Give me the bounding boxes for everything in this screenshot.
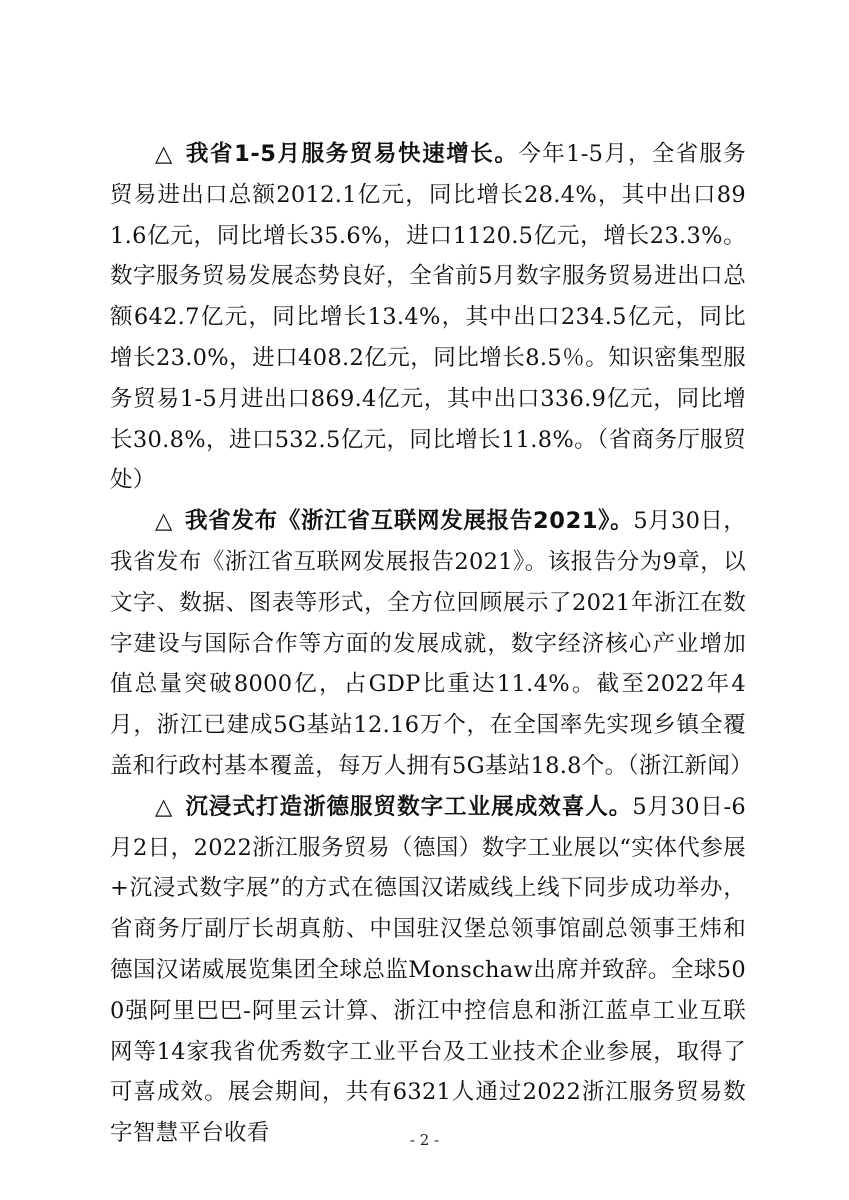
news-headline xyxy=(155,141,519,167)
news-headline xyxy=(155,508,633,534)
headline-text: 我省发布《浙江省互联网发展报告2021》。 xyxy=(185,508,634,535)
triangle-marker-icon: △ xyxy=(155,793,174,820)
headline-text: 我省1-5月服务贸易快速增长。 xyxy=(185,141,519,167)
page-number: - 2 - xyxy=(409,1131,440,1149)
news-body-text: 今年1-5月，全省服务贸易进出口总额2012.1亿元，同比增长28.4%，其中出口891.6亿元，同比增长35.6%，进口1120.5亿元，增长23.3%。数字服务贸易发展态势良好，全省前5月数字服务贸易进出口总额642.7亿元，同比增长13.4%，其中出口234.5亿元，同比增长23.0%，进口408.2亿元，同比增长8.5％。知识密集型服务贸易1-5月进出口869.4亿元，其中出口336.9亿元，同比增长30.8%，进口532.5亿元，同比增长11.8%。（省商务厅服贸处） xyxy=(110,141,746,494)
news-body-text: 5月30日，我省发布《浙江省互联网发展报告2021》。该报告分为9章，以文字、数据、图表等形式，全方位回顾展示了2021年浙江在数字建设与国际合作等方面的发展成就，数字经济核心产业增加值总量突破8000亿，占GDP比重达11.4%。截至2022年4月，浙江已建成5G基站12.16万个，在全国率先实现乡镇全覆盖和行政村基本覆盖，每万人拥有5G基站18.8个。（浙江新闻） xyxy=(110,508,753,779)
news-item-service-trade xyxy=(110,134,746,501)
news-item-internet-report xyxy=(110,501,753,787)
news-body-text: 5月30日-6月2日，2022浙江服务贸易（德国）数字工业展以“实体代参展+沉浸式数字展”的方式在德国汉诺威线上线下同步成功举办，省商务厅副厅长胡真舫、中国驻汉堡总领事馆副总领事王炜和德国汉诺威展览集团全球总监Monschaw出席并致辞。全球500强阿里巴巴-阿里云计算、浙江中控信息和浙江蓝卓工业互联网等14家我省优秀数字工业平台及工业技术企业参展，取得了可喜成效。展会期间，共有6321人通过2022浙江服务贸易数字智慧平台收看 xyxy=(110,793,747,1147)
document-body xyxy=(110,134,753,1154)
news-item-digital-industry-expo xyxy=(110,787,746,1154)
news-headline xyxy=(155,794,632,820)
headline-text: 沉浸式打造浙德服贸数字工业展成效喜人。 xyxy=(185,793,633,820)
triangle-marker-icon: △ xyxy=(155,141,174,167)
triangle-marker-icon: △ xyxy=(155,508,174,535)
